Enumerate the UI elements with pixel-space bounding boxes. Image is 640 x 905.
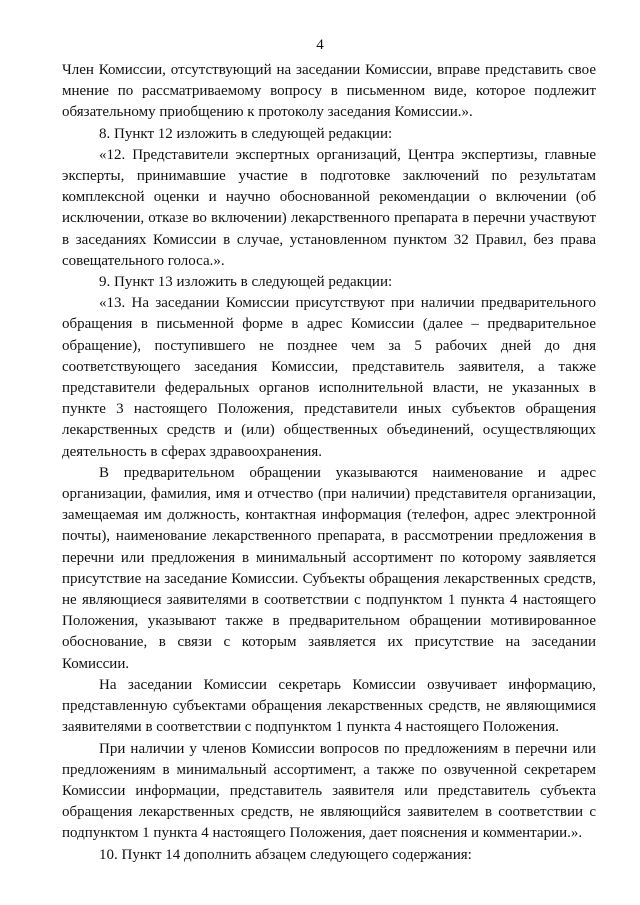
paragraph-item-10: 10. Пункт 14 дополнить абзацем следующего содержания: <box>99 846 472 863</box>
document-body <box>62 60 596 866</box>
paragraph-clause-12: «12. Представители экспертных организаций, Центра экспертизы, главные эксперты, принимавшие участие в подготовке заключений по результатам комплексной оценки и научно обоснованной рекомендации о включении (об исключении, отказе во включении) лекарственного препарата в перечни участвуют в заседаниях Комиссии в случае, установленном пунктом 32 Правил, без права совещательного голоса.». <box>62 146 596 269</box>
paragraph-item-9: 9. Пункт 13 изложить в следующей редакции: <box>99 274 393 291</box>
paragraph-secretary-info: На заседании Комиссии секретарь Комиссии озвучивает информацию, представленную субъектами обращения лекарственных средств, не являющимися заявителями в соответствии с подпунктом 1 пункта 4 настоящего Положения. <box>62 676 596 736</box>
page-number: 4 <box>316 37 324 53</box>
paragraph-member-questions: При наличии у членов Комиссии вопросов по предложениям в перечни или предложениям в минимальный ассортимент, а также по озвученной секретарем Комиссии информации, представитель заявителя или представитель субъекта обращения лекарственных средств, не являющийся заявителем в соответствии с подпунктом 1 пункта 4 настоящего Положения, дает пояснения и комментарии.». <box>62 740 596 842</box>
paragraph-clause-13: «13. На заседании Комиссии присутствуют при наличии предварительного обращения в письменной форме в адрес Комиссии (далее – предварительное обращение), поступившего не позднее чем за 5 рабочих дней до дня соответствующего заседания Комиссии, представитель заявителя, а также представители федеральных органов исполнительной власти, не указанных в пункте 3 настоящего Положения, представители иных субъектов обращения лекарственных средств и (или) общественных объединений, осуществляющих деятельность в сферах здравоохранения. <box>62 295 596 460</box>
paragraph-member-absent: Член Комиссии, отсутствующий на заседании Комиссии, вправе представить свое мнение по рассматриваемому вопросу в письменном виде, которое подлежит обязательному приобщению к протоколу заседания Комиссии.». <box>62 62 596 121</box>
paragraph-preliminary-request: В предварительном обращении указываются наименование и адрес организации, фамилия, имя и отчество (при наличии) представителя организации, замещаемая им должность, контактная информация (телефон, адрес электронной почты), наименование лекарственного препарата, в рассмотрении предложения в перечни или предложения в минимальный ассортимент по которому заявляется присутствие на заседание Комиссии. Субъекты обращения лекарственных средств, не являющиеся заявителями в соответствии с подпунктом 1 пункта 4 настоящего Положения, указывают также в предварительном обращении мотивированное обоснование, в связи с которым заявляется их присутствие на заседании Комиссии. <box>62 464 596 672</box>
paragraph-item-8: 8. Пункт 12 изложить в следующей редакции: <box>99 125 393 142</box>
